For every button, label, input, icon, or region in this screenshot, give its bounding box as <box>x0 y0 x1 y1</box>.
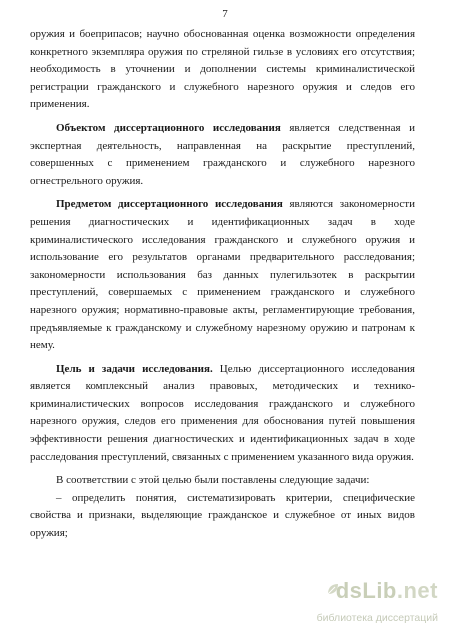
page-number: 7 <box>222 8 228 20</box>
watermark-logo-suffix: .net <box>396 578 438 603</box>
paragraph-lead: Объектом диссертационного исследования <box>56 121 281 134</box>
paragraph-subject <box>30 196 415 354</box>
paragraph-text: являются закономерности решения диагностических и идентификационных задач в ходе криминалистического исследования гражданского и служебного оружия и использование его результатов органами предварительного расследования; закономерности использования баз данных пулегильзотек в раскрытии преступлений, совершаемых с применением гражданского и служебного нарезного оружия; нормативно-правовые акты, регламентирующие требования, предъявляемые к гражданскому и служебному нарезному оружию и патронам к нему. <box>30 198 416 352</box>
paragraph-text: В соответствии с этой целью были поставлены следующие задачи: <box>56 474 370 487</box>
paragraph-intro-continuation <box>30 26 415 114</box>
paragraph-text: Целью диссертационного исследования является комплексный анализ правовых, методических и технико-криминалистических вопросов исследования гражданского и служебного нарезного оружия, следов его применения для обоснования путей повышения эффективности решения диагностических и идентификационных задач в ходе расследования преступлений, связанных с применением указанного вида оружия. <box>30 362 415 463</box>
paragraph-text: – определить понятия, систематизировать критерии, специфические свойства и признаки, выделяющие гражданское и служебное от иных видов оружия; <box>30 491 415 540</box>
paragraph-task-1 <box>30 490 415 543</box>
page-body <box>30 26 415 543</box>
watermark <box>316 578 438 624</box>
watermark-caption: библиотека диссертаций <box>316 612 438 624</box>
paragraph-goal <box>30 361 415 467</box>
watermark-logo <box>336 578 438 604</box>
watermark-logo-main: dsLib <box>335 578 397 603</box>
paragraph-lead: Цель и задачи исследования. <box>56 362 213 375</box>
paragraph-lead: Предметом диссертационного исследования <box>56 198 283 211</box>
paragraph-object <box>30 120 415 190</box>
paragraph-text: оружия и боеприпасов; научно обоснованная оценка возможности определения конкретного экземпляра оружия по стреляной гильзе в условиях его отсутствия; необходимость в уточнении и дополнении системы криминалистической регистрации гражданского и служебного нарезного оружия и следов его применения. <box>30 28 415 111</box>
paragraph-tasks-intro <box>30 472 415 490</box>
paragraph-text: является следственная и экспертная деятельность, направленная на раскрытие преступлений, совершенных с применением гражданского и служебного нарезного огнестрельного оружия. <box>30 121 415 187</box>
